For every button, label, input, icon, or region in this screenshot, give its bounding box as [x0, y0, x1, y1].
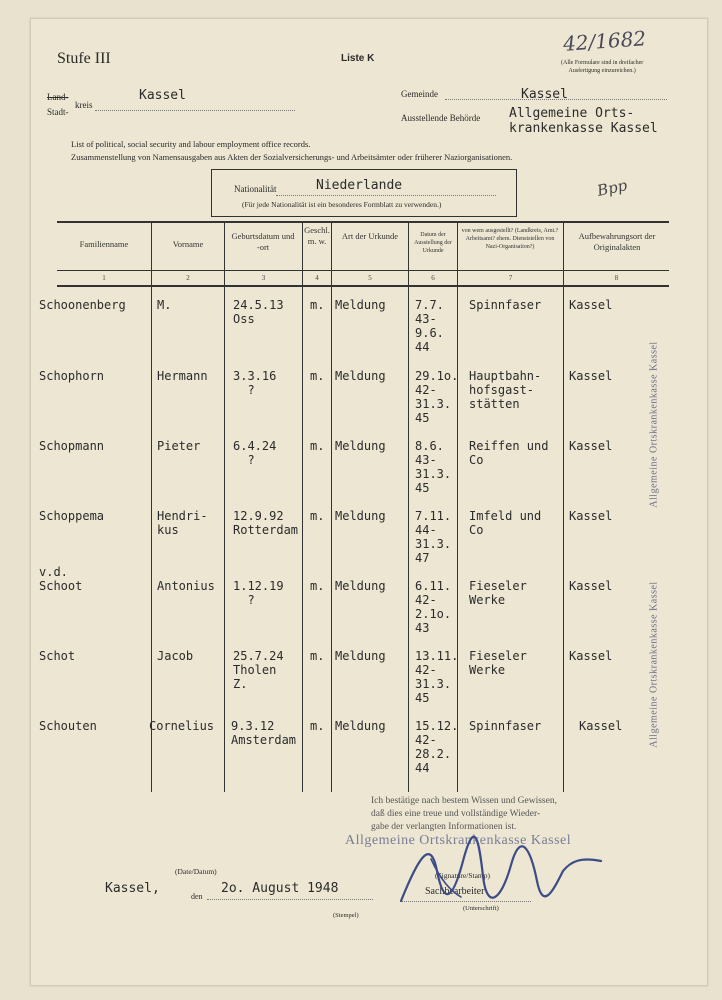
von-wem-cell: Fieseler Werke	[469, 649, 527, 677]
geburt-cell: 3.3.16 ?	[233, 369, 277, 397]
familienname-cell: Schoonenberg	[39, 298, 126, 312]
colnum-7: 7	[508, 274, 513, 282]
behoerde-value: Allgemeine Orts- krankenkasse Kassel	[509, 106, 658, 136]
datum-cell: 13.11. 42- 31.3. 45	[415, 649, 459, 705]
landkreis-label: Land-	[47, 92, 69, 102]
handwritten-signature	[391, 831, 611, 911]
date-label: (Date/Datum)	[175, 867, 217, 876]
header-von-wem: von wem ausgestellt? (Landkreis, Amt.? Arbeitsamt? ehem. Dienststellen von Nazi-Organisation?)	[461, 228, 559, 250]
geschlecht-cell: m.	[310, 509, 325, 523]
header-vorname: Vorname	[172, 239, 204, 249]
kreis-label: kreis	[75, 100, 93, 110]
date-value: 2o. August 1948	[221, 881, 339, 896]
certification-stamp: Allgemeine Ortskrankenkasse Kassel	[345, 833, 572, 848]
geburt-cell: 6.4.24 ?	[233, 439, 277, 467]
liste-label: Liste K	[341, 53, 375, 64]
place-value: Kassel,	[105, 881, 160, 896]
ort-cell: Kassel	[579, 719, 623, 733]
ort-cell: Kassel	[569, 509, 613, 523]
geschlecht-cell: m.	[310, 719, 325, 733]
colnum-3: 3	[261, 274, 266, 282]
datum-cell: 6.11. 42- 2.1o. 43	[415, 579, 452, 635]
familienname-cell: Schopmann	[39, 439, 105, 453]
von-wem-cell: Spinnfaser	[469, 719, 542, 733]
stadtkreis-label: Stadt-	[47, 107, 69, 117]
document-sheet	[30, 18, 708, 986]
den-label: den	[191, 892, 203, 901]
vorname-cell: Cornelius	[149, 719, 215, 733]
colnum-5: 5	[368, 274, 372, 282]
colnum-1: 1	[102, 274, 106, 282]
sachbearbeiter-label: Sachbearbeiter	[425, 886, 485, 897]
geburt-cell: 1.12.19 ?	[233, 579, 284, 607]
certification-text: Ich bestätige nach bestem Wissen und Gewissen, daß dies eine treue und vollständige Wieder- gabe der verlangten Informationen ist.	[371, 796, 557, 832]
vorname-cell: Jacob	[157, 649, 194, 663]
ort-cell: Kassel	[569, 649, 613, 663]
vorname-cell: Antonius	[157, 579, 215, 593]
von-wem-cell: Hauptbahn- hofsgast- stätten	[469, 369, 542, 411]
von-wem-cell: Spinnfaser	[469, 298, 542, 312]
art-cell: Meldung	[335, 369, 386, 383]
behoerde-label: Ausstellende Behörde	[401, 113, 481, 123]
header-art: Art der Urkunde	[341, 231, 399, 241]
art-cell: Meldung	[335, 298, 386, 312]
art-cell: Meldung	[335, 509, 386, 523]
von-wem-cell: Imfeld und Co	[469, 509, 542, 537]
nationality-box	[211, 169, 517, 217]
geschlecht-cell: m.	[310, 579, 325, 593]
gemeinde-value: Kassel	[521, 87, 568, 102]
von-wem-cell: Reiffen und Co	[469, 439, 549, 467]
unterschrift-label: (Unterschrift)	[463, 905, 499, 912]
vorname-cell: Pieter	[157, 439, 201, 453]
ort-cell: Kassel	[569, 439, 613, 453]
art-cell: Meldung	[335, 439, 386, 453]
kreis-value: Kassel	[139, 88, 186, 103]
stufe-label: Stufe III	[57, 50, 111, 67]
art-cell: Meldung	[335, 649, 386, 663]
header-aufbewahrungsort: Aufbewahrungsort der Originalakten	[578, 231, 656, 252]
geschlecht-cell: m.	[310, 439, 325, 453]
side-stamp-2: Allgemeine Ortskrankenkasse Kassel	[648, 581, 660, 748]
datum-cell: 7.7. 43- 9.6. 44	[415, 298, 444, 354]
familienname-cell: Schophorn	[39, 369, 105, 383]
colnum-4: 4	[315, 274, 319, 282]
nationality-note: (Für jede Nationalität ist ein besonderes Formblatt zu verwenden.)	[242, 200, 442, 209]
vorname-cell: M.	[157, 298, 172, 312]
ort-cell: Kassel	[569, 369, 613, 383]
art-cell: Meldung	[335, 579, 386, 593]
colnum-6: 6	[431, 274, 435, 282]
geburt-cell: 24.5.13 Oss	[233, 298, 284, 326]
nationality-value: Niederlande	[316, 178, 403, 193]
header-geburtsdatum: Geburtsdatum und -ort	[231, 231, 295, 252]
header-datum: Datum der Ausstellung der Urkunde	[414, 232, 452, 254]
header-familienname: Familienname	[79, 239, 129, 249]
archive-number: 42/1682	[562, 26, 647, 56]
ort-cell: Kassel	[569, 298, 613, 312]
initials: Bpp	[595, 176, 629, 200]
geschlecht-cell: m.	[310, 369, 325, 383]
formulare-note: (Alle Formulare sind in dreifacher Ausfertigung einzureichen.)	[561, 60, 644, 74]
datum-cell: 15.12. 42- 28.2. 44	[415, 719, 459, 775]
stempel-label: (Stempel)	[333, 912, 359, 919]
colnum-8: 8	[614, 274, 619, 282]
vorname-cell: Hermann	[157, 369, 208, 383]
familienname-cell: Schoot	[39, 579, 83, 593]
datum-cell: 7.11. 44- 31.3. 47	[415, 509, 452, 565]
geschlecht-cell: m.	[310, 298, 325, 312]
ort-cell: Kassel	[569, 579, 613, 593]
header-geschlecht: Geschl. m. w.	[304, 225, 330, 246]
description-en: List of political, social security and labour employment office records.	[71, 139, 311, 149]
geburt-cell: 9.3.12 Amsterdam	[231, 719, 297, 747]
geburt-cell: 12.9.92 Rotterdam	[233, 509, 299, 537]
geschlecht-cell: m.	[310, 649, 325, 663]
familienname-cell: Schouten	[39, 719, 97, 733]
nationality-label: Nationalität	[234, 184, 277, 194]
familienname-cell: Schot	[39, 649, 76, 663]
datum-cell: 29.1o. 42- 31.3. 45	[415, 369, 459, 425]
familienname-prefix-cell: v.d.	[39, 565, 68, 579]
von-wem-cell: Fieseler Werke	[469, 579, 527, 607]
vorname-cell: Hendri- kus	[157, 509, 208, 537]
gemeinde-label: Gemeinde	[401, 89, 438, 99]
colnum-2: 2	[186, 274, 190, 282]
familienname-cell: Schoppema	[39, 509, 105, 523]
datum-cell: 8.6. 43- 31.3. 45	[415, 439, 452, 495]
geburt-cell: 25.7.24 Tholen Z.	[233, 649, 284, 691]
art-cell: Meldung	[335, 719, 386, 733]
side-stamp-1: Allgemeine Ortskrankenkasse Kassel	[648, 341, 660, 508]
description-de: Zusammenstellung von Namensausgaben aus Akten der Sozialversicherungs- und Arbeitsämter oder früherer Naziorganisationen.	[71, 152, 513, 162]
signature-label: (Signature/Stamp)	[435, 871, 490, 880]
